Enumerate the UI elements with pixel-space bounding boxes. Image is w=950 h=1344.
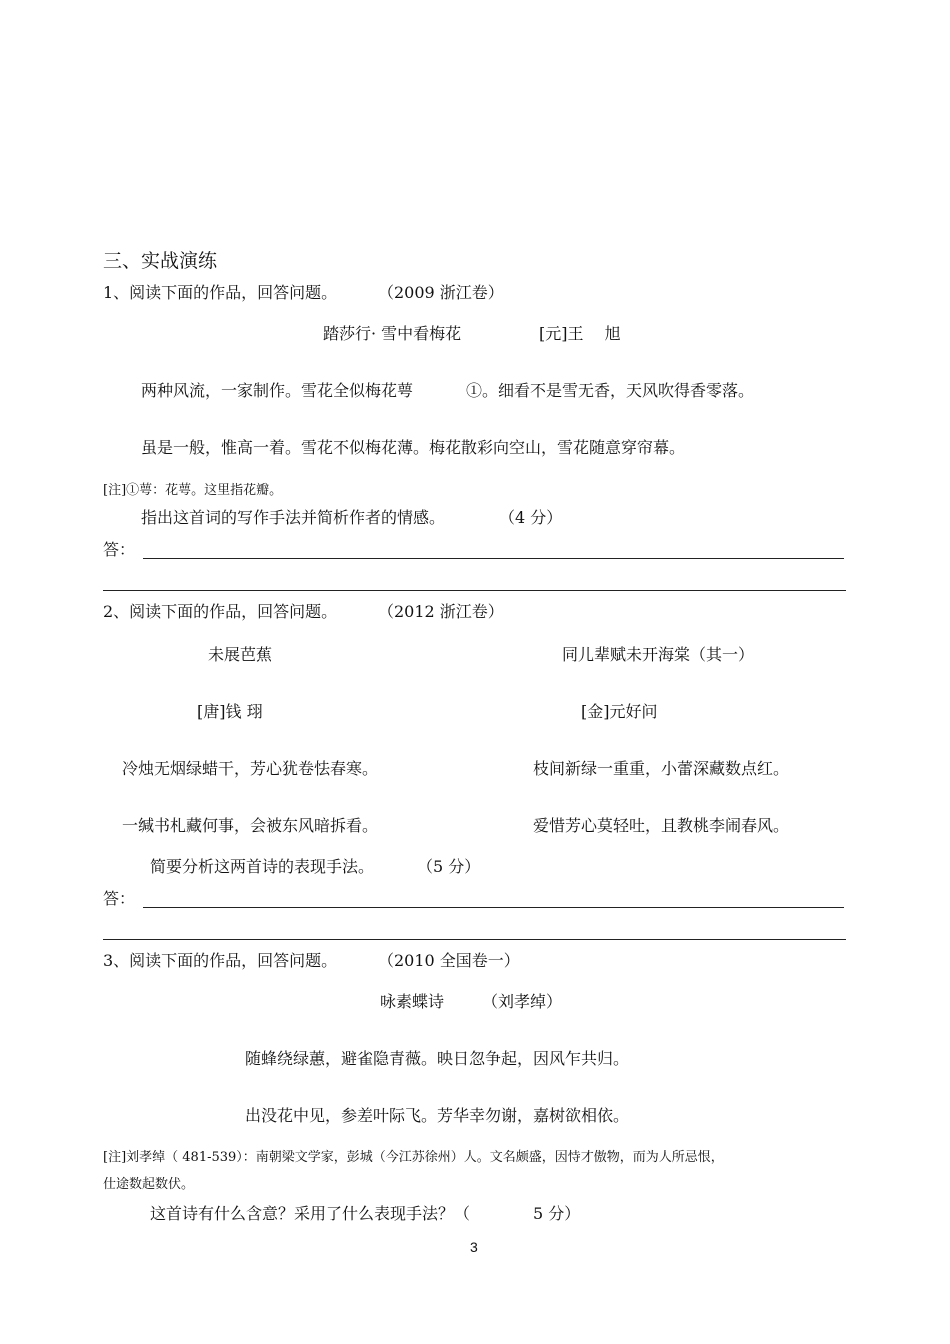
q1-score: （4 分） <box>499 508 563 527</box>
q2-answer-line-1[interactable] <box>143 907 844 908</box>
q2-poem-a-line-1: 冷烛无烟绿蜡干，芳心犹卷怯春寒。 <box>122 759 379 778</box>
page-number: 3 <box>470 1239 478 1255</box>
section-title: 三、实战演练 <box>103 250 218 272</box>
q3-poem-line-2: 出没花中见，参差叶际飞。芳华幸勿谢，嘉树欲相依。 <box>245 1106 630 1125</box>
q2-prompt: 2、阅读下面的作品，回答问题。 <box>103 602 338 621</box>
q1-answer-label: 答： <box>103 540 136 559</box>
q1-poem-line-1-cont: ①。细看不是雪无香，天风吹得香零落。 <box>466 381 755 400</box>
q1-prompt: 1、阅读下面的作品，回答问题。 <box>103 283 338 302</box>
q2-poem-a-line-2: 一缄书札藏何事，会被东风暗拆看。 <box>122 816 379 835</box>
q1-poem-line-2: 虽是一般，惟高一着。雪花不似梅花薄。梅花散彩向空山，雪花随意穿帘幕。 <box>141 438 686 457</box>
q2-question: 简要分析这两首诗的表现手法。 <box>150 857 375 876</box>
q2-poem-a-author: [唐]钱 珝 <box>197 702 263 721</box>
q3-poem-line-1: 随蜂绕绿蕙，避雀隐青薇。映日忽争起，因风乍共归。 <box>245 1049 630 1068</box>
q1-poem-line-1: 两种风流，一家制作。雪花全似梅花萼 <box>141 381 414 400</box>
q2-poem-b-line-2: 爱惜芳心莫轻吐，且教桃李闹春风。 <box>533 816 790 835</box>
q1-note: [注]①萼：花萼。这里指花瓣。 <box>103 483 283 498</box>
q3-question: 这首诗有什么含意？采用了什么表现手法？（ <box>150 1204 471 1223</box>
q3-note-line-1: [注]刘孝绰（ 481-539）：南朝梁文学家，彭城（今江苏徐州）人。文名颇盛，因恃才傲物，而为人所忌恨， <box>103 1150 724 1165</box>
q2-poem-b-author: [金]元好问 <box>581 702 658 721</box>
q1-poem-title: 踏莎行· 雪中看梅花 <box>323 324 462 343</box>
q2-poem-b-title: 同儿辈赋未开海棠（其一） <box>562 645 755 664</box>
q1-source: （2009 浙江卷） <box>378 283 504 302</box>
q2-answer-line-2[interactable] <box>103 939 846 940</box>
q3-author: （刘孝绰） <box>482 992 563 1011</box>
q3-prompt: 3、阅读下面的作品，回答问题。 <box>103 951 338 970</box>
q2-answer-label: 答： <box>103 889 136 908</box>
q1-author: [元]王 旭 <box>539 324 621 343</box>
q3-source: （2010 全国卷一） <box>378 951 520 970</box>
q2-poem-b-line-1: 枝间新绿一重重，小蕾深藏数点红。 <box>533 759 790 778</box>
q3-poem-title: 咏素蝶诗 <box>380 992 445 1011</box>
q3-score: 5 分） <box>533 1204 581 1223</box>
q3-note-line-2: 仕途数起数伏。 <box>103 1177 195 1192</box>
q2-poem-a-title: 未展芭蕉 <box>208 645 273 664</box>
q1-question: 指出这首词的写作手法并简析作者的情感。 <box>141 508 446 527</box>
q2-source: （2012 浙江卷） <box>378 602 504 621</box>
q1-answer-line-2[interactable] <box>103 590 846 591</box>
q2-score: （5 分） <box>417 857 481 876</box>
q1-answer-line-1[interactable] <box>143 558 844 559</box>
